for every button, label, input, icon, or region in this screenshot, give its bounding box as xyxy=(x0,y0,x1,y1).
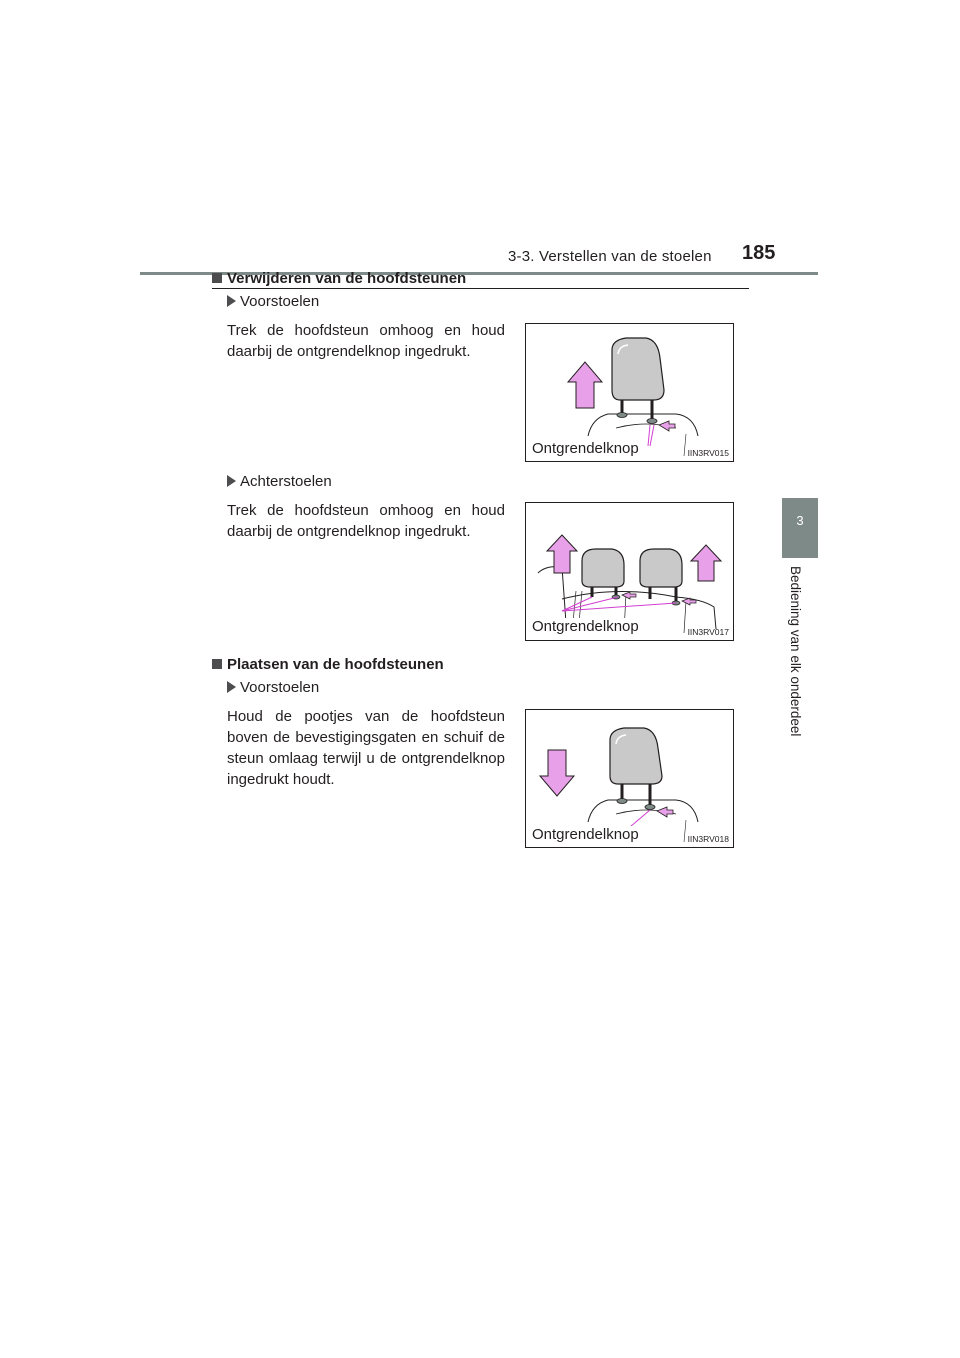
section-heading-remove xyxy=(212,270,466,287)
square-bullet-icon xyxy=(212,659,222,669)
figure-callout-label: Ontgrendelknop xyxy=(532,618,639,635)
sub-heading-text: Achterstoelen xyxy=(240,473,332,490)
figure-callout-label: Ontgrendelknop xyxy=(532,826,639,843)
section-heading-text: Verwijderen van de hoofdsteunen xyxy=(227,270,467,287)
figure-code: IIN3RV015 xyxy=(687,448,729,458)
figure-callout-label: Ontgrendelknop xyxy=(532,440,639,457)
sub-heading-text: Voorstoelen xyxy=(240,293,320,310)
sub-heading-rear xyxy=(227,473,332,490)
chapter-side-label: Bediening van elk onderdeel xyxy=(788,566,803,737)
figure-rear-headrest-removal xyxy=(525,502,734,641)
chapter-tab: 3 xyxy=(782,498,818,558)
figure-code: IIN3RV017 xyxy=(687,627,729,637)
square-bullet-icon xyxy=(212,273,222,283)
sub-heading-front xyxy=(227,293,319,310)
chapter-title: 3-3. Verstellen van de stoelen xyxy=(508,248,712,265)
page-number: 185 xyxy=(742,242,776,264)
instruction-text: Trek de hoofdsteun omhoog en houd daarbij de ontgrendelknop ingedrukt. xyxy=(227,322,505,360)
triangle-bullet-icon xyxy=(227,681,236,693)
instruction-text: Houd de pootjes van de hoofdsteun boven de bevestigingsgaten en schuif de steun omlaag terwijl u de ontgrendelknop ingedrukt houdt. xyxy=(227,708,505,788)
instruction-text: Trek de hoofdsteun omhoog en houd daarbij de ontgrendelknop ingedrukt. xyxy=(227,502,505,540)
sub-heading-front-install xyxy=(227,679,319,696)
sub-heading-text: Voorstoelen xyxy=(240,679,320,696)
figure-front-headrest-removal xyxy=(525,323,734,462)
figure-code: IIN3RV018 xyxy=(687,834,729,844)
figure-front-headrest-install xyxy=(525,709,734,848)
triangle-bullet-icon xyxy=(227,475,236,487)
section-rule xyxy=(212,288,749,289)
section-heading-text: Plaatsen van de hoofdsteunen xyxy=(227,656,444,673)
triangle-bullet-icon xyxy=(227,295,236,307)
section-heading-install xyxy=(212,656,444,673)
